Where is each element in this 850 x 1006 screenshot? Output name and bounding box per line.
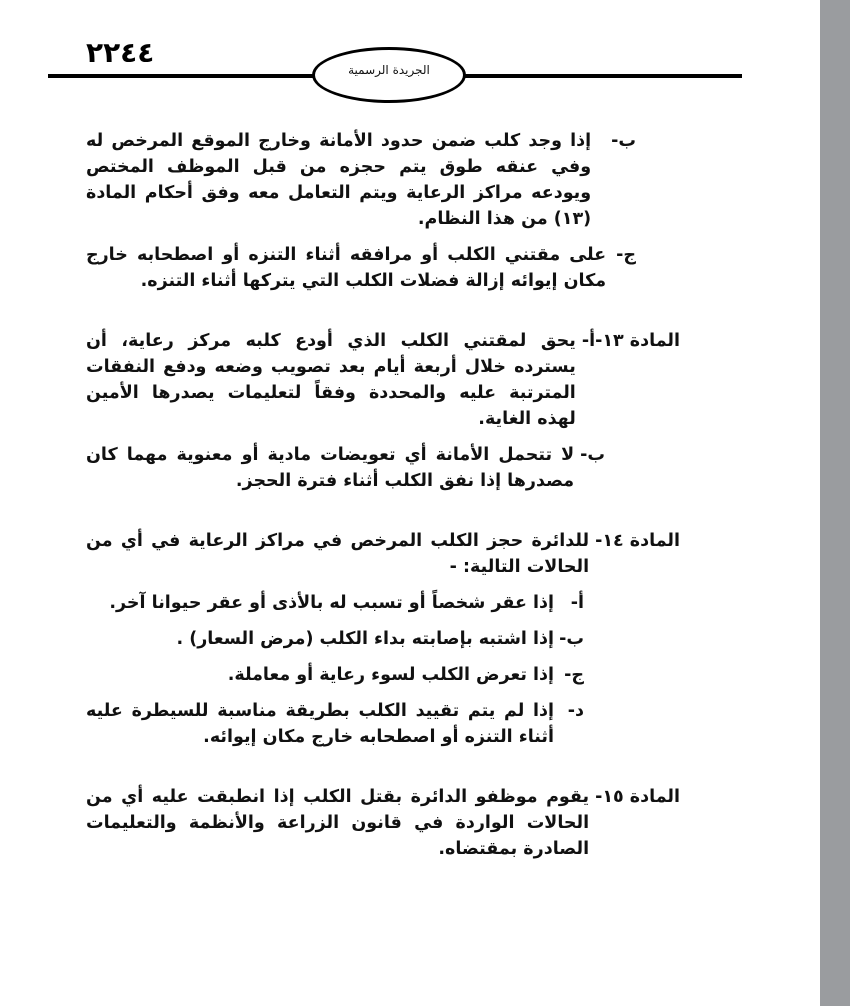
list-marker: ب-	[559, 629, 584, 649]
clause-marker: ب-	[611, 131, 636, 151]
gazette-title-oval	[312, 47, 466, 103]
list-text: إذا اشتبه بإصابته بداء الكلب (مرض السعار) .	[176, 629, 554, 649]
article-text: يقوم موظفو الدائرة بقتل الكلب إذا انطبقت عليه أي من الحالات الواردة في قانون الزراعة والأنظمة والتعليمات الصادرة بمقتضاه.	[86, 787, 590, 859]
clause-text: لا تتحمل الأمانة أي تعويضات مادية أو معنوية مهما كان مصدرها إذا نفق الكلب أثناء فترة الحجز.	[86, 445, 575, 491]
article-14-head	[86, 528, 680, 580]
clause-text: إذا وجد كلب ضمن حدود الأمانة وخارج الموقع المرخص له وفي عنقه طوق يتم حجزه من قبل الموظف المختص ويودعه مراكز الرعاية ويتم التعامل معه وفق أحكام المادة (١٣) من هذا النظام.	[86, 131, 592, 229]
article-text: يحق لمقتني الكلب الذي أودع كلبه مركز رعاية، أن يسترده خلال أربعة أيام بعد تصويب وضعه ودفع النفقات المترتبة عليه والمحددة وفقاً لتعليمات يصدرها الأمين لهذه الغاية.	[86, 331, 576, 429]
list-item	[86, 662, 584, 688]
list-marker: د-	[567, 701, 584, 721]
page-number: ٢٢٤٤	[86, 36, 155, 69]
article-text: للدائرة حجز الكلب المرخص في مراكز الرعاية في أي من الحالات التالية: -	[86, 531, 590, 577]
list-item	[86, 626, 584, 652]
list-text: إذا لم يتم تقييد الكلب بطريقة مناسبة للسيطرة عليه أثناء التنزه أو اصطحابه خارج مكان إيوائه.	[86, 701, 554, 747]
document-body	[86, 128, 680, 862]
list-item	[86, 698, 584, 750]
article-14	[86, 528, 680, 750]
page-side-margin	[820, 0, 850, 1006]
article-15-head	[86, 784, 680, 862]
list-marker: ج-	[564, 665, 584, 685]
article-label: المادة ١٣-أ-	[581, 331, 680, 351]
clause-c	[86, 242, 636, 294]
list-text: إذا عقر شخصاً أو تسبب له بالأذى أو عقر حيوانا آخر.	[109, 593, 554, 613]
clause-text: على مقتني الكلب أو مرافقه أثناء التنزه أو اصطحابه خارج مكان إيوائه إزالة فضلات الكلب التي يتركها أثناء التنزه.	[86, 245, 607, 291]
list-item	[86, 590, 584, 616]
list-marker: أ-	[570, 593, 584, 613]
clause-b	[86, 128, 636, 232]
article-label: المادة ١٥-	[595, 787, 680, 807]
article-15	[86, 784, 680, 862]
gazette-title: الجريدة الرسمية	[348, 63, 430, 77]
article-label: المادة ١٤-	[595, 531, 680, 551]
article-13-a	[86, 328, 680, 432]
article-13-b	[86, 442, 605, 494]
article-13	[86, 328, 680, 494]
list-text: إذا تعرض الكلب لسوء رعاية أو معاملة.	[227, 665, 554, 685]
clause-marker: ج-	[616, 245, 636, 265]
clause-marker: ب-	[580, 445, 605, 465]
